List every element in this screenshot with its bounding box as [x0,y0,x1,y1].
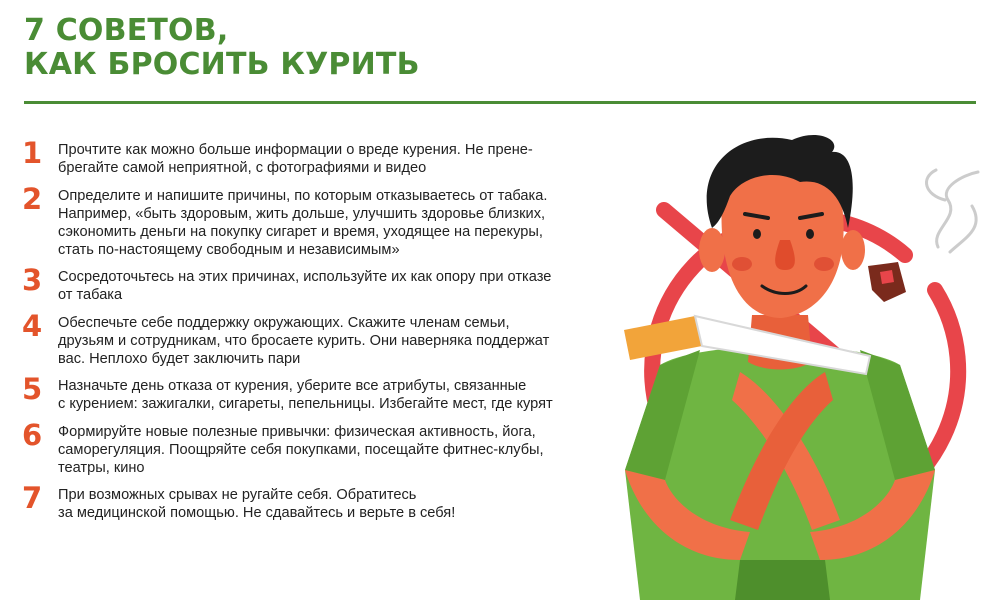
tip-text [58,268,613,304]
tip-text [58,141,613,177]
tip-number: 1 [22,136,43,170]
person-icon [625,135,935,600]
tip-text [58,423,613,477]
tip-line: Сосредоточьтесь на этих причинах, используйте их как опору при отказе [58,269,552,285]
tip-line: Определите и напишите причины, по которым отказываетесь от табака. [58,188,548,204]
tip-line: Обеспечьте себе поддержку окружающих. Скажите членам семьи, [58,315,510,331]
tip-number: 6 [22,418,43,452]
tip-line: от табака [58,287,123,303]
tip-line: Прочтите как можно больше информации о вреде курения. Не прене- [58,142,533,158]
tip-text [58,486,613,522]
tip-line: с курением: зажигалки, сигареты, пепельницы. Избегайте мест, где курят [58,396,553,412]
smoke-icon [926,170,978,252]
tip-number: 5 [22,372,43,406]
tip-line: Например, «быть здоровым, жить дольше, улучшить здоровье близких, [58,206,546,222]
tip-line: стать по-настоящему свободным и независимым» [58,242,400,258]
tip-line: Формируйте новые полезные привычки: физическая активность, йога, [58,424,536,440]
tip-line: сэкономить деньги на покупку сигарет и время, уходящее на перекуры, [58,224,543,240]
tip-line: брегайте самой неприятной, с фотографиями и видео [58,160,427,176]
title-line-1: 7 СОВЕТОВ, [24,13,229,48]
tip-line: вас. Неплохо будет заключить пари [58,351,301,367]
tip-number: 2 [22,182,43,216]
tip-text [58,314,613,368]
tip-number: 7 [22,481,43,515]
no-smoking-illustration [600,110,1000,600]
tip-line: саморегуляция. Поощряйте себя покупками, посещайте фитнес-клубы, [58,442,544,458]
title-line-2: КАК БРОСИТЬ КУРИТЬ [24,47,420,82]
tip-line: Назначьте день отказа от курения, уберите все атрибуты, связанные [58,378,527,394]
tip-number: 4 [22,309,43,343]
tip-line: театры, кино [58,460,145,476]
tip-line: друзьям и сотрудникам, что бросаете курить. Они наверняка поддержат [58,333,550,349]
tip-text [58,187,613,259]
tip-line: При возможных срывах не ругайте себя. Обратитесь [58,487,417,503]
tip-number: 3 [22,263,43,297]
tip-text [58,377,613,413]
tip-line: за медицинской помощью. Не сдавайтесь и верьте в себя! [58,505,456,521]
